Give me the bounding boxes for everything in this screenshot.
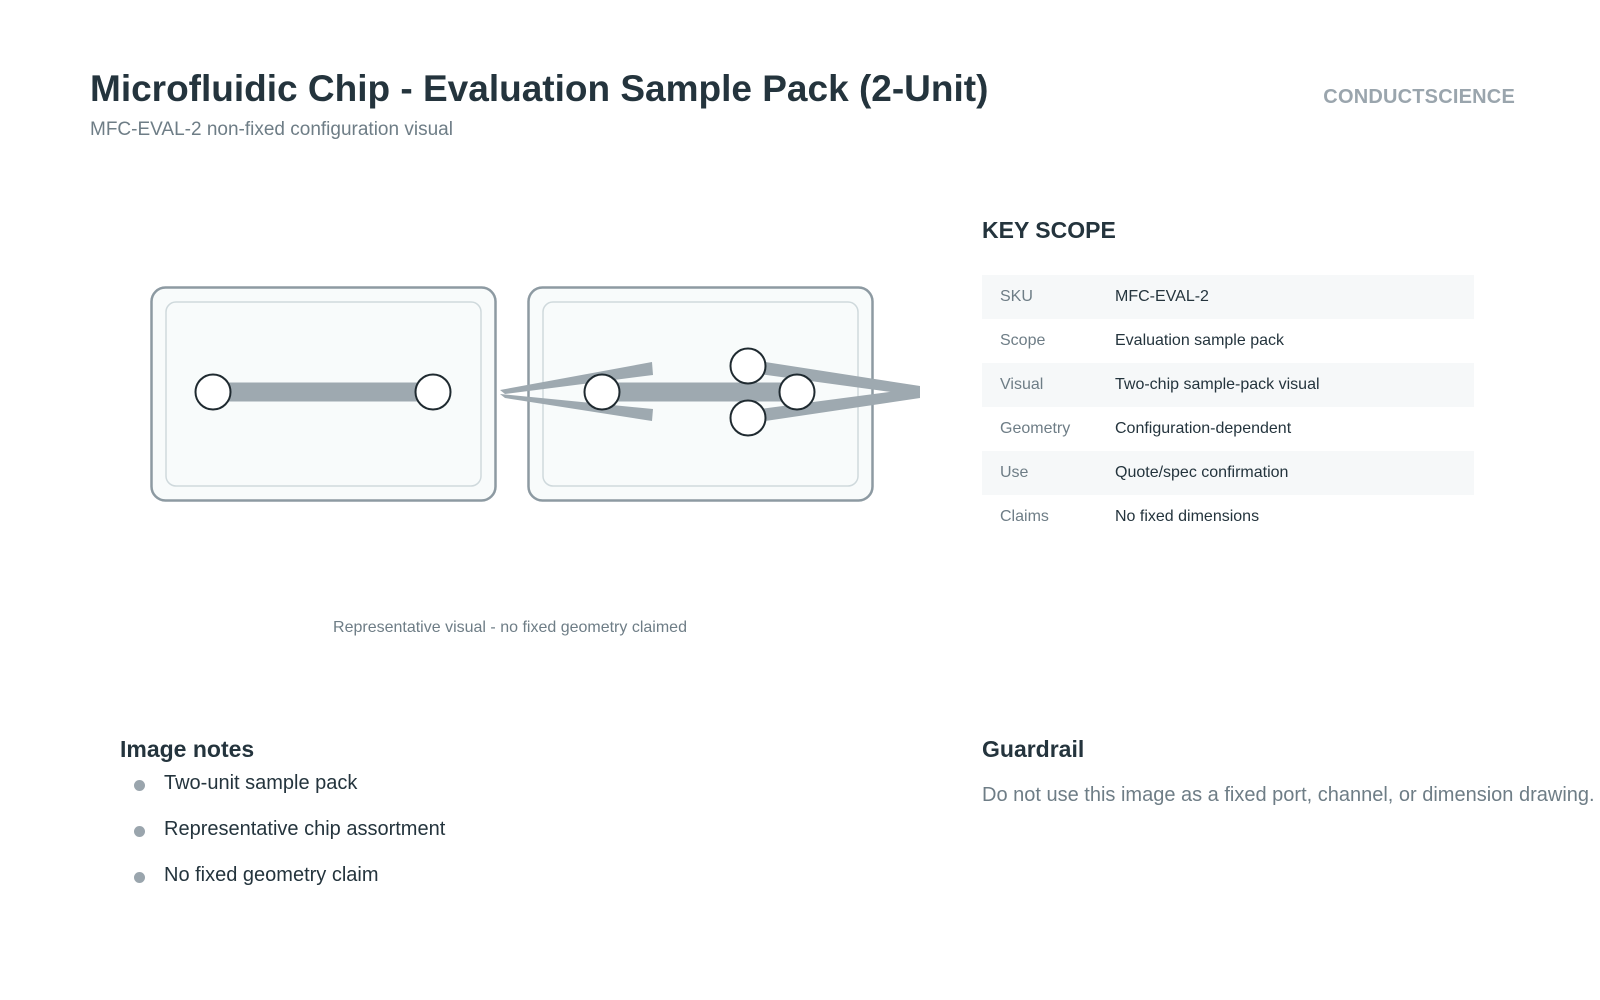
page-subtitle: MFC-EVAL-2 non-fixed configuration visual [90,119,453,140]
port [731,349,766,384]
key-scope-heading: KEY SCOPE [982,217,1116,243]
list-item [134,864,445,910]
port [196,375,231,410]
scope-value: Evaluation sample pack [1115,332,1284,349]
image-notes-heading: Image notes [120,736,255,762]
scope-value: Configuration-dependent [1115,420,1292,437]
scope-label: SKU [1000,288,1033,305]
scope-row-scope [982,319,1474,363]
page-title: Microfluidic Chip - Evaluation Sample Pack (2-Unit) [90,68,989,109]
bullet-icon [134,826,145,837]
scope-label: Visual [1000,376,1044,393]
note-text: Two-unit sample pack [164,772,358,794]
chip-pack-illustration [140,270,930,510]
key-scope-table [982,275,1474,539]
bullet-icon [134,780,145,791]
port [780,375,815,410]
bullet-icon [134,872,145,883]
port [585,375,620,410]
scope-label: Claims [1000,508,1049,525]
chip-unit-2 [500,288,920,501]
scope-row-visual [982,363,1474,407]
image-notes-list [134,772,445,910]
scope-label: Scope [1000,332,1046,349]
scope-value: Two-chip sample-pack visual [1115,376,1320,393]
scope-label: Geometry [1000,420,1071,437]
scope-value: Quote/spec confirmation [1115,464,1289,481]
port [731,401,766,436]
chip-unit-1 [152,288,496,501]
scope-row-geometry [982,407,1474,451]
port [416,375,451,410]
scope-row-use [982,451,1474,495]
note-text: Representative chip assortment [164,818,446,840]
scope-value: MFC-EVAL-2 [1115,288,1209,305]
guardrail-text: Do not use this image as a fixed port, channel, or dimension drawing. [982,784,1595,806]
guardrail-heading: Guardrail [982,736,1085,762]
visual-caption: Representative visual - no fixed geometry claimed [333,619,687,636]
brand-logo: CONDUCTSCIENCE [1323,86,1515,108]
list-item [134,772,445,818]
list-item [134,818,445,864]
scope-label: Use [1000,464,1029,481]
scope-row-claims [982,495,1474,539]
scope-value: No fixed dimensions [1115,508,1260,525]
note-text: No fixed geometry claim [164,864,379,886]
scope-row-sku [982,275,1474,319]
